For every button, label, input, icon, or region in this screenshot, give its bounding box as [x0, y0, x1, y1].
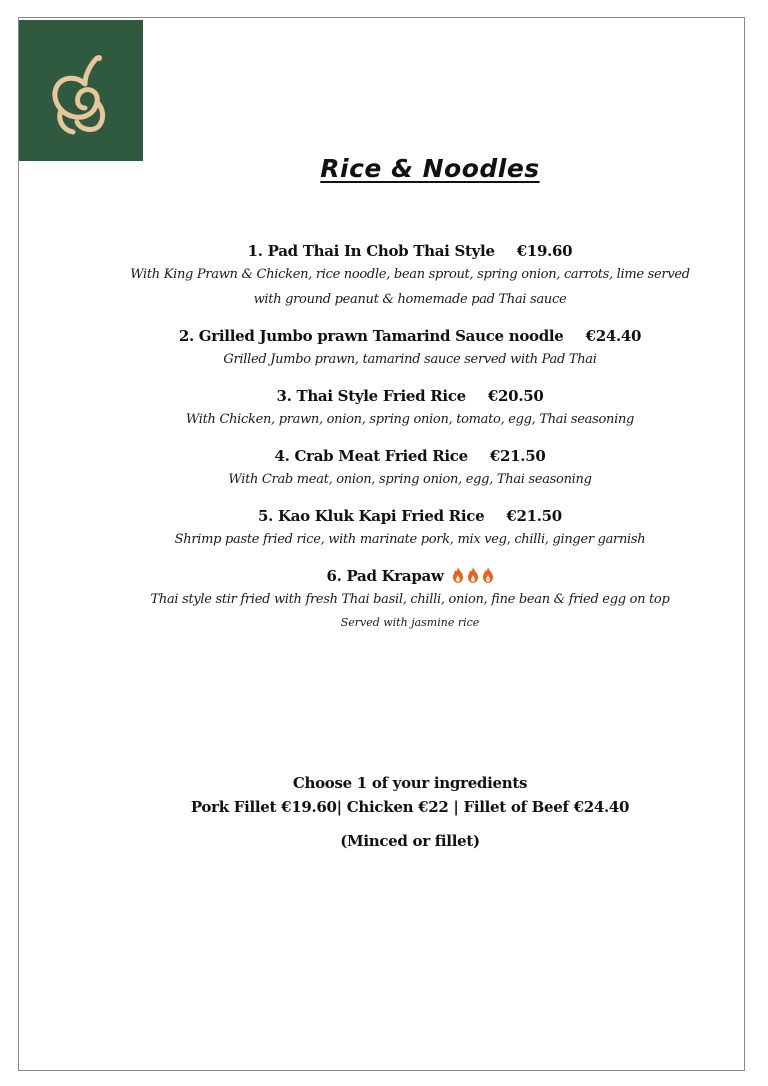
ingredient-options — [60, 771, 760, 853]
menu-item-heading — [60, 325, 760, 347]
page-title: Rice & Noodles — [320, 154, 540, 183]
menu-item-name: 2. Grilled Jumbo prawn Tamarind Sauce noodle — [178, 327, 564, 345]
menu-item-price: €21.50 — [506, 507, 562, 525]
menu-item-heading — [60, 505, 760, 527]
menu-item-description-line: With Chicken, prawn, onion, spring onion, tomato, egg, Thai seasoning — [185, 412, 635, 427]
menu-item-price: €24.40 — [585, 327, 642, 345]
fire-icon — [467, 567, 479, 583]
logo-mark-icon — [19, 20, 143, 161]
menu-item-description-line: with ground peanut & homemade pad Thai sauce — [253, 292, 567, 307]
menu-item-price: €19.60 — [516, 242, 573, 260]
menu-item-description-line: Shrimp paste fried rice, with marinate pork, mix veg, chilli, ginger garnish — [174, 532, 646, 547]
ingredient-choice-heading: Choose 1 of your ingredients — [292, 774, 528, 792]
menu-item-note: Served with jasmine rice — [340, 616, 480, 629]
menu-item-description-line: With Crab meat, onion, spring onion, egg, Thai seasoning — [228, 472, 592, 487]
ingredient-style-note: (Minced or fillet) — [340, 832, 480, 850]
menu-item-name: 5. Kao Kluk Kapi Fried Rice — [258, 507, 485, 525]
menu-item-price: €21.50 — [489, 447, 546, 465]
menu-item-price: €20.50 — [487, 387, 544, 405]
menu-item-heading — [60, 565, 760, 587]
menu-item-pad-krapaw — [60, 565, 760, 634]
menu-item-name: 3. Thai Style Fried Rice — [276, 387, 466, 405]
menu-item-kao-kluk-kapi — [60, 505, 760, 552]
menu-item-heading — [60, 385, 760, 407]
menu-item-description-line: Thai style stir fried with fresh Thai basil, chilli, onion, fine bean & fried egg on top — [150, 592, 670, 607]
fire-icon — [452, 567, 464, 583]
menu-item-heading — [60, 240, 760, 262]
menu-item-name: 4. Crab Meat Fried Rice — [274, 447, 468, 465]
menu-item-description-line: Grilled Jumbo prawn, tamarind sauce served with Pad Thai — [223, 352, 597, 367]
menu-item-thai-fried-rice — [60, 385, 760, 432]
ingredient-price-list: Pork Fillet €19.60| Chicken €22 | Fillet of Beef €24.40 — [190, 798, 630, 816]
restaurant-logo — [19, 20, 143, 161]
menu-item-pad-thai — [60, 240, 760, 312]
menu-item-name: 1. Pad Thai In Chob Thai Style — [247, 242, 495, 260]
menu-item-name: 6. Pad Krapaw — [326, 567, 444, 585]
fire-icon — [482, 567, 494, 583]
menu-item-crab-fried-rice — [60, 445, 760, 492]
menu-item-heading — [60, 445, 760, 467]
menu-item-grilled-jumbo-prawn — [60, 325, 760, 372]
menu-item-description-line: With King Prawn & Chicken, rice noodle, bean sprout, spring onion, carrots, lime served — [130, 267, 690, 282]
menu-list — [60, 240, 760, 647]
